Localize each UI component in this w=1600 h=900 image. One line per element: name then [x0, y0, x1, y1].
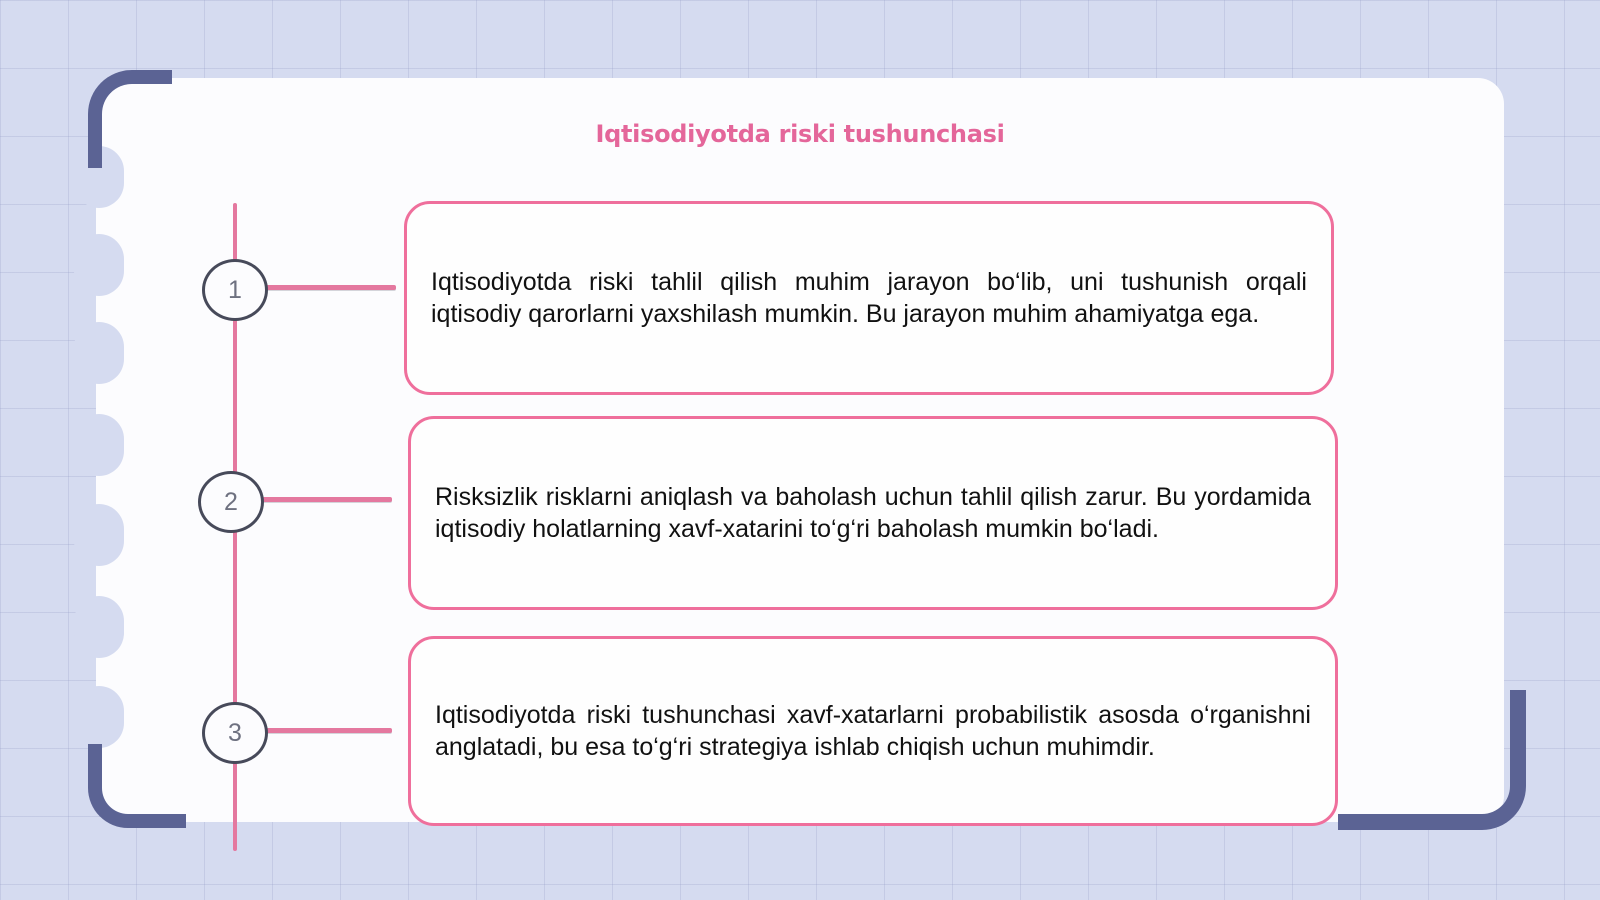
paper-notch: [74, 686, 124, 748]
corner-bracket-top-left: [88, 70, 172, 168]
corner-bracket-bottom-right: [1338, 690, 1526, 830]
timeline-connector: [266, 285, 396, 290]
paper-notch: [74, 234, 124, 296]
corner-bracket-bottom-left: [88, 744, 186, 828]
paper-notch: [74, 322, 124, 384]
step-card: [408, 636, 1338, 826]
step-card: [408, 416, 1338, 610]
step-marker: 1: [202, 259, 268, 321]
step-text: Iqtisodiyotda riski tushunchasi xavf-xatarlarni probabilistik asosda o‘rganishni anglatadi, bu esa to‘g‘ri strategiya ishlab chiqish uchun muhimdir.: [435, 701, 1311, 761]
timeline-connector: [266, 728, 392, 733]
step-text: Iqtisodiyotda riski tahlil qilish muhim jarayon bo‘lib, uni tushunish orqali iqtisodiy qarorlarni yaxshilash mumkin. Bu jarayon muhim ahamiyatga ega.: [431, 268, 1307, 328]
paper-notch: [74, 504, 124, 566]
timeline-connector: [262, 497, 392, 502]
slide-title: Iqtisodiyotda riski tushunchasi: [595, 120, 1005, 148]
step-marker: 2: [198, 471, 264, 533]
step-text: Risksizlik risklarni aniqlash va baholash uchun tahlil qilish zarur. Bu yordamida iqtisodiy holatlarning xavf-xatarini to‘g‘ri baholash mumkin bo‘ladi.: [435, 483, 1311, 543]
paper-notch: [74, 596, 124, 658]
paper-notch: [74, 414, 124, 476]
step-marker: 3: [202, 702, 268, 764]
step-card: [404, 201, 1334, 395]
